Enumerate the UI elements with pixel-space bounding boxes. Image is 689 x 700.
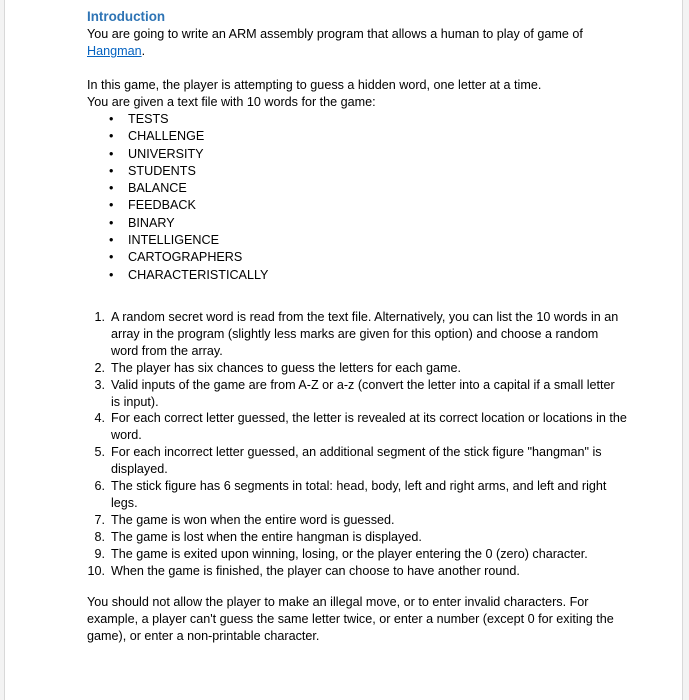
intro-period: . xyxy=(141,44,146,58)
word-text: INTELLIGENCE xyxy=(128,233,219,248)
intro-text: You are going to write an ARM assembly program that allows a human to play of game of xyxy=(87,27,583,41)
paragraph-spacer xyxy=(87,60,627,77)
rule-number: 1. xyxy=(94,309,105,324)
word-text: STUDENTS xyxy=(128,163,196,178)
bullet-icon: • xyxy=(109,112,114,126)
word-list-item xyxy=(107,215,627,232)
rule-item xyxy=(87,410,627,444)
word-list-item xyxy=(107,128,627,145)
game-description: In this game, the player is attempting to guess a hidden word, one letter at a time. xyxy=(87,78,542,92)
rule-item xyxy=(87,546,627,563)
word-list-item xyxy=(107,197,627,214)
word-text: TESTS xyxy=(128,112,169,126)
rule-item xyxy=(87,529,627,546)
bullet-icon: • xyxy=(109,146,114,161)
word-list-item xyxy=(107,267,627,284)
rule-text: Valid inputs of the game are from A-Z or a-z (convert the letter into a capital if a small letter is input). xyxy=(111,377,615,409)
bullet-icon: • xyxy=(109,233,114,248)
word-list-item xyxy=(107,249,627,266)
bullet-icon: • xyxy=(109,129,114,144)
rules-list xyxy=(87,309,627,580)
bullet-icon: • xyxy=(109,267,114,282)
list-spacer xyxy=(87,284,627,309)
rule-text: The game is won when the entire word is guessed. xyxy=(111,512,395,527)
rule-number: 10. xyxy=(87,563,105,578)
word-list-item xyxy=(107,232,627,249)
rule-item xyxy=(87,478,627,512)
file-description: You are given a text file with 10 words for the game: xyxy=(87,95,376,109)
rule-text: The player has six chances to guess the letters for each game. xyxy=(111,360,462,375)
rule-item xyxy=(87,360,627,377)
word-list-item xyxy=(107,163,627,180)
word-text: CHALLENGE xyxy=(128,129,205,144)
word-list xyxy=(87,111,627,284)
word-text: CARTOGRAPHERS xyxy=(128,250,243,265)
rule-item xyxy=(87,377,627,411)
word-text: FEEDBACK xyxy=(128,198,196,213)
rule-number: 7. xyxy=(94,512,105,527)
rule-number: 4. xyxy=(94,411,105,426)
rule-text: The game is exited upon winning, losing, or the player entering the 0 (zero) character. xyxy=(111,546,588,561)
word-list-item xyxy=(107,111,627,128)
rule-text: For each correct letter guessed, the letter is revealed at its correct location or locations in the word. xyxy=(111,411,627,443)
rule-item xyxy=(87,444,627,478)
rule-number: 8. xyxy=(94,529,105,544)
document-content xyxy=(87,8,627,645)
word-list-item xyxy=(107,180,627,197)
paragraph-spacer xyxy=(87,579,627,594)
section-heading: Introduction xyxy=(87,9,166,24)
rule-item xyxy=(87,512,627,529)
rule-text: For each incorrect letter guessed, an additional segment of the stick figure "hangman" is displayed. xyxy=(111,445,602,477)
rule-number: 2. xyxy=(94,360,105,375)
intro-paragraph xyxy=(87,26,627,60)
rule-number: 5. xyxy=(94,445,105,460)
bullet-icon: • xyxy=(109,163,114,178)
rule-item xyxy=(87,309,627,360)
bullet-icon: • xyxy=(109,250,114,265)
word-text: BINARY xyxy=(128,215,175,230)
rule-number: 3. xyxy=(94,377,105,392)
rule-item xyxy=(87,563,627,580)
closing-paragraph: You should not allow the player to make an illegal move, or to enter invalid characters. For example, a player can't guess the same letter twice, or enter a number (except 0 for exiting the game), or enter a non-printable character. xyxy=(87,595,614,644)
rule-text: A random secret word is read from the text file. Alternatively, you can list the 10 words in an array in the program (slightly less marks are given for this option) and choose a random word from the array. xyxy=(111,309,619,358)
bullet-icon: • xyxy=(109,181,114,196)
rule-number: 6. xyxy=(94,479,105,494)
word-text: BALANCE xyxy=(128,181,187,196)
rule-text: The stick figure has 6 segments in total: head, body, left and right arms, and left and right legs. xyxy=(111,479,607,510)
rule-text: When the game is finished, the player can choose to have another round. xyxy=(111,563,520,578)
word-list-item xyxy=(107,146,627,163)
rule-text: The game is lost when the entire hangman is displayed. xyxy=(111,529,422,544)
rule-number: 9. xyxy=(94,546,105,561)
word-text: CHARACTERISTICALLY xyxy=(128,267,269,282)
hangman-link[interactable]: Hangman xyxy=(87,44,142,58)
bullet-icon: • xyxy=(109,215,114,230)
word-text: UNIVERSITY xyxy=(128,146,204,161)
bullet-icon: • xyxy=(109,198,114,213)
document-page xyxy=(4,0,683,700)
